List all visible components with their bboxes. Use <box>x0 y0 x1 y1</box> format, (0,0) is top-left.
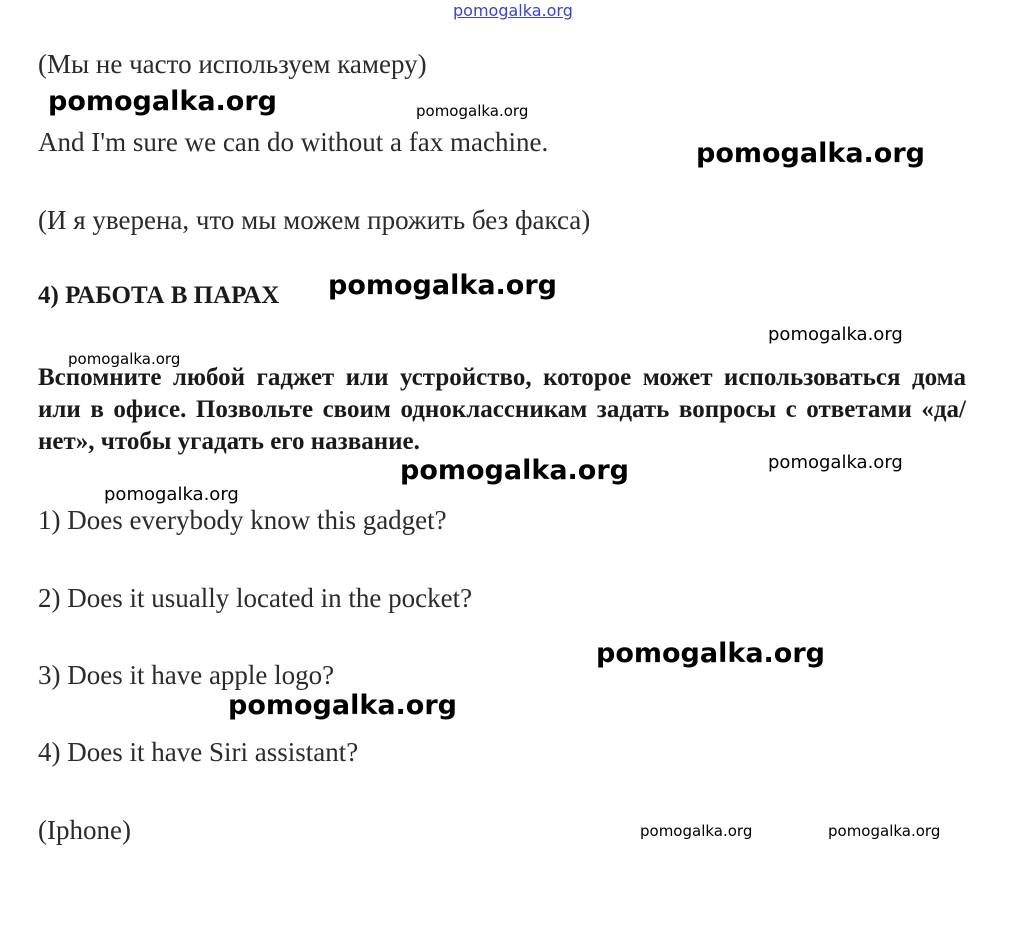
top-watermark-link[interactable]: pomogalka.org <box>453 1 573 20</box>
text-line-3: (И я уверена, что мы можем прожить без факса) <box>38 205 591 235</box>
watermark: pomogalka.org <box>416 102 529 120</box>
question-1: 1) Does everybody know this gadget? <box>38 505 447 535</box>
watermark: pomogalka.org <box>640 822 753 840</box>
question-2: 2) Does it usually located in the pocket? <box>38 583 473 613</box>
text-line-1: (Мы не часто используем камеру) <box>38 49 427 79</box>
watermark: pomogalka.org <box>828 822 941 840</box>
watermark: pomogalka.org <box>768 452 903 473</box>
question-3: 3) Does it have apple logo? <box>38 660 335 690</box>
text-line-2: And I'm sure we can do without a fax machine. <box>38 127 549 157</box>
watermark: pomogalka.org <box>104 484 239 505</box>
answer-line: (Iphone) <box>38 815 131 845</box>
watermark: pomogalka.org <box>48 86 277 117</box>
watermark: pomogalka.org <box>228 690 457 721</box>
watermark: pomogalka.org <box>68 350 181 368</box>
task-paragraph: Вспомните любой гаджет или устройство, которое может использоваться дома или в офисе. Позвольте своим одноклассникам задать вопросы с ответами «да/нет», чтобы угадать его название. <box>38 364 966 455</box>
watermark: pomogalka.org <box>596 638 825 669</box>
watermark: pomogalka.org <box>328 270 557 301</box>
section-heading: 4) РАБОТА В ПАРАХ <box>38 282 280 309</box>
watermark: pomogalka.org <box>768 324 903 345</box>
watermark: pomogalka.org <box>696 138 925 169</box>
watermark: pomogalka.org <box>400 455 629 486</box>
question-4: 4) Does it have Siri assistant? <box>38 737 359 767</box>
